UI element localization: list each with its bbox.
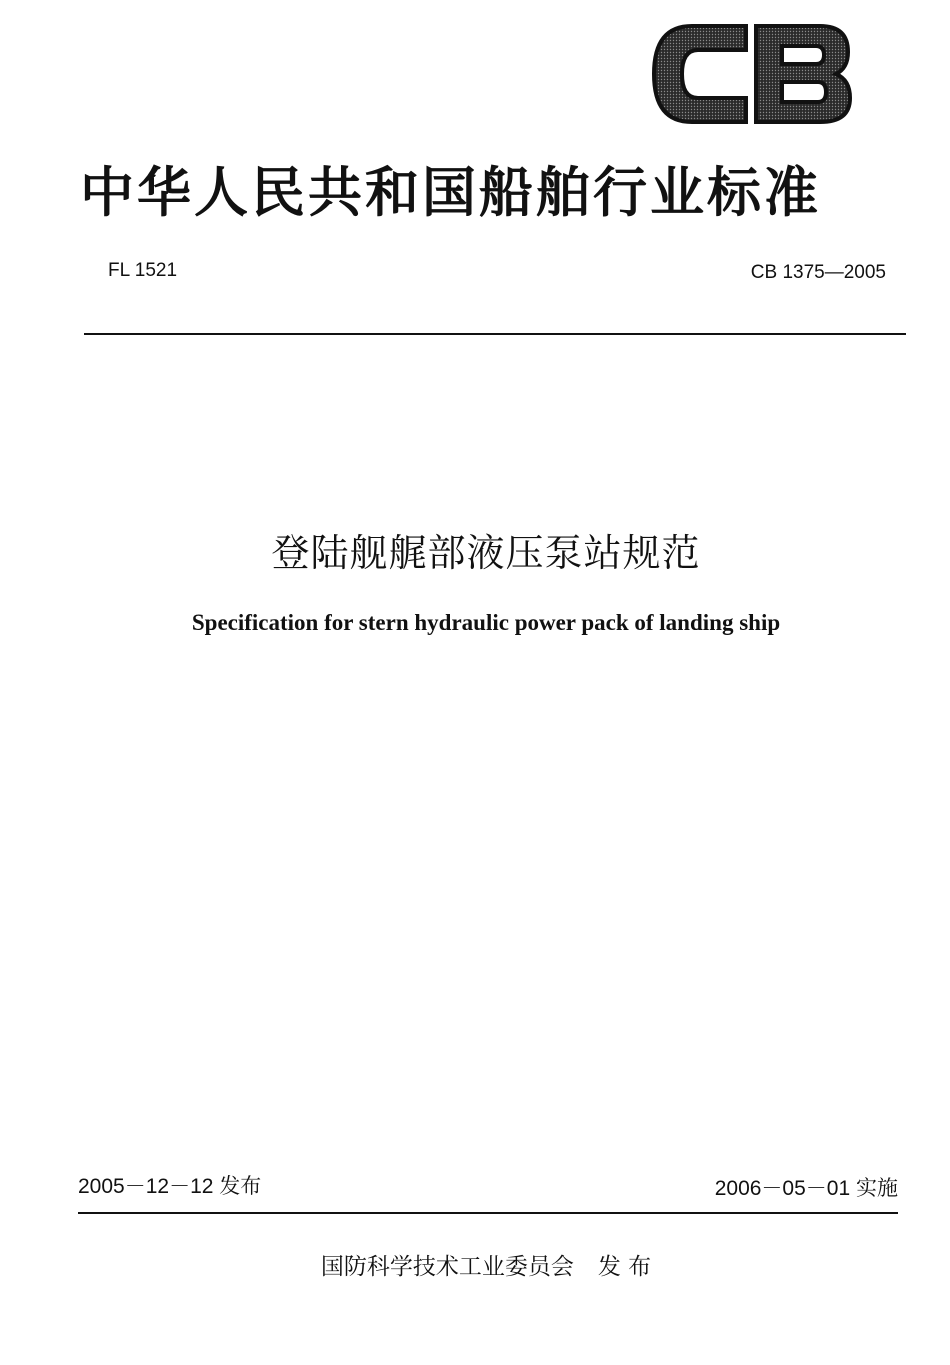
main-title: 中华人民共和国船舶行业标准: [80, 161, 821, 224]
issue-date: 2005－12－12 发布: [78, 1175, 262, 1198]
document-title-en: Specification for stern hydraulic power pack of landing ship: [191, 610, 781, 635]
bottom-divider: [78, 1212, 898, 1214]
publisher-line: [0, 1248, 950, 1281]
cb-logo-icon: [648, 18, 856, 130]
implementation-date: 2006－05－01 实施: [714, 1177, 898, 1200]
standard-number: CB 1375—2005: [750, 262, 886, 283]
classification-code: FL 1521: [108, 260, 178, 281]
publisher-name: 国防科学技术工业委员会: [320, 1254, 574, 1280]
top-divider: [84, 333, 906, 335]
document-title-cn: 登陆舰艉部液压泵站规范: [271, 531, 701, 575]
publish-label: 发 布: [597, 1254, 652, 1280]
